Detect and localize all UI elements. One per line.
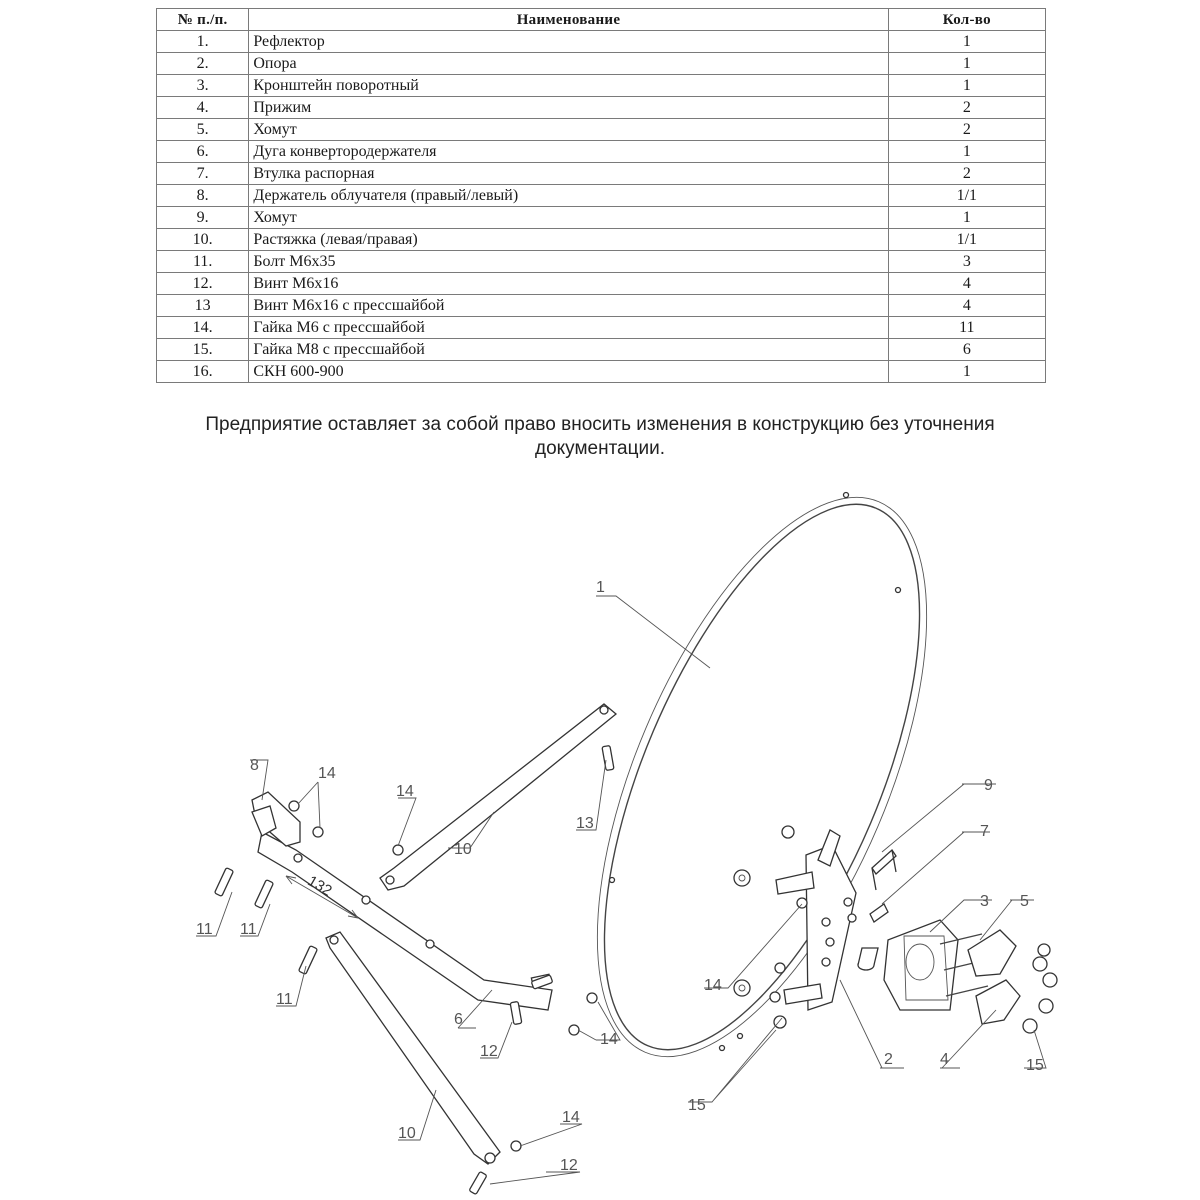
row-quantity: 1 (888, 31, 1045, 53)
row-quantity: 4 (888, 295, 1045, 317)
table-row (157, 229, 1046, 251)
row-name: Держатель облучателя (правый/левый) (249, 185, 888, 207)
notice-line-2: документации. (534, 438, 666, 459)
callout-10-lower: 10 (398, 1125, 416, 1142)
table-header-row (157, 9, 1046, 31)
stay-upper (380, 704, 616, 890)
row-number: 2. (157, 53, 249, 75)
row-name: Рефлектор (249, 31, 888, 53)
row-name: Гайка М6 с прессшайбой (249, 317, 888, 339)
converter-holder-arc (252, 792, 552, 1010)
row-number: 5. (157, 119, 249, 141)
row-name: Гайка М8 с прессшайбой (249, 339, 888, 361)
row-number: 3. (157, 75, 249, 97)
row-quantity: 1 (888, 361, 1045, 383)
row-number: 12. (157, 273, 249, 295)
row-quantity: 4 (888, 273, 1045, 295)
row-number: 16. (157, 361, 249, 383)
row-quantity: 6 (888, 339, 1045, 361)
callout-14-d: 14 (704, 977, 722, 994)
row-number: 8. (157, 185, 249, 207)
row-quantity: 2 (888, 97, 1045, 119)
row-number: 13 (157, 295, 249, 317)
table-row (157, 97, 1046, 119)
row-quantity: 1 (888, 141, 1045, 163)
row-number: 1. (157, 31, 249, 53)
table-row (157, 207, 1046, 229)
row-name: Хомут (249, 119, 888, 141)
row-number: 10. (157, 229, 249, 251)
callout-4: 4 (940, 1051, 949, 1068)
callout-6: 6 (454, 1011, 463, 1028)
table-body (157, 31, 1046, 383)
callout-13: 13 (576, 815, 594, 832)
row-name: Кронштейн поворотный (249, 75, 888, 97)
parts-table (156, 8, 1046, 383)
table-row (157, 185, 1046, 207)
callout-11-b: 11 (240, 921, 257, 938)
notice-text (100, 413, 1100, 461)
callout-2: 2 (884, 1051, 893, 1068)
row-number: 9. (157, 207, 249, 229)
row-name: Дуга конвертородержателя (249, 141, 888, 163)
callout-5: 5 (1020, 893, 1029, 910)
row-name: Болт М6х35 (249, 251, 888, 273)
row-number: 15. (157, 339, 249, 361)
row-quantity: 1/1 (888, 185, 1045, 207)
callout-8: 8 (250, 757, 259, 774)
callout-11-c: 11 (276, 991, 293, 1008)
row-quantity: 11 (888, 317, 1045, 339)
header-number: № п./п. (157, 9, 249, 31)
callout-15-b: 15 (1026, 1057, 1044, 1074)
row-number: 14. (157, 317, 249, 339)
row-number: 4. (157, 97, 249, 119)
callout-3: 3 (980, 893, 989, 910)
row-quantity: 1 (888, 53, 1045, 75)
header-quantity: Кол-во (888, 9, 1045, 31)
row-quantity: 1/1 (888, 229, 1045, 251)
callout-10-upper: 10 (454, 841, 472, 858)
row-quantity: 2 (888, 163, 1045, 185)
exploded-assembly-drawing (0, 470, 1200, 1200)
callout-11-a: 11 (196, 921, 213, 938)
callout-1: 1 (596, 579, 605, 596)
table-row (157, 251, 1046, 273)
row-quantity: 1 (888, 207, 1045, 229)
row-name: Прижим (249, 97, 888, 119)
row-name: Хомут (249, 207, 888, 229)
row-name: Растяжка (левая/правая) (249, 229, 888, 251)
table-row (157, 141, 1046, 163)
table-row (157, 273, 1046, 295)
support-mount (734, 826, 856, 1028)
notice-line-1: Предприятие оставляет за собой право вносить изменения в конструкцию без уточнения (205, 414, 995, 435)
row-name: Винт М6х16 (249, 273, 888, 295)
row-quantity: 1 (888, 75, 1045, 97)
dimension-label: 132 (304, 872, 335, 900)
row-name: СКН 600-900 (249, 361, 888, 383)
table-row (157, 31, 1046, 53)
callout-14-e: 14 (562, 1109, 580, 1126)
rotary-bracket-assembly (884, 920, 1057, 1033)
callout-12-b: 12 (560, 1157, 578, 1174)
row-number: 6. (157, 141, 249, 163)
callout-7: 7 (980, 823, 989, 840)
callout-12-a: 12 (480, 1043, 498, 1060)
header-name: Наименование (249, 9, 888, 31)
table-row (157, 295, 1046, 317)
row-name: Винт М6х16 с прессшайбой (249, 295, 888, 317)
table-row (157, 339, 1046, 361)
table-row (157, 317, 1046, 339)
callout-14-b: 14 (396, 783, 414, 800)
table-row (157, 163, 1046, 185)
row-name: Опора (249, 53, 888, 75)
callout-14-a: 14 (318, 765, 336, 782)
callout-15-a: 15 (688, 1097, 706, 1114)
callout-9: 9 (984, 777, 993, 794)
callout-14-c: 14 (600, 1031, 618, 1048)
row-quantity: 3 (888, 251, 1045, 273)
table-row (157, 119, 1046, 141)
row-number: 11. (157, 251, 249, 273)
table-row (157, 75, 1046, 97)
row-number: 7. (157, 163, 249, 185)
table-row (157, 361, 1046, 383)
row-name: Втулка распорная (249, 163, 888, 185)
row-quantity: 2 (888, 119, 1045, 141)
table-row (157, 53, 1046, 75)
